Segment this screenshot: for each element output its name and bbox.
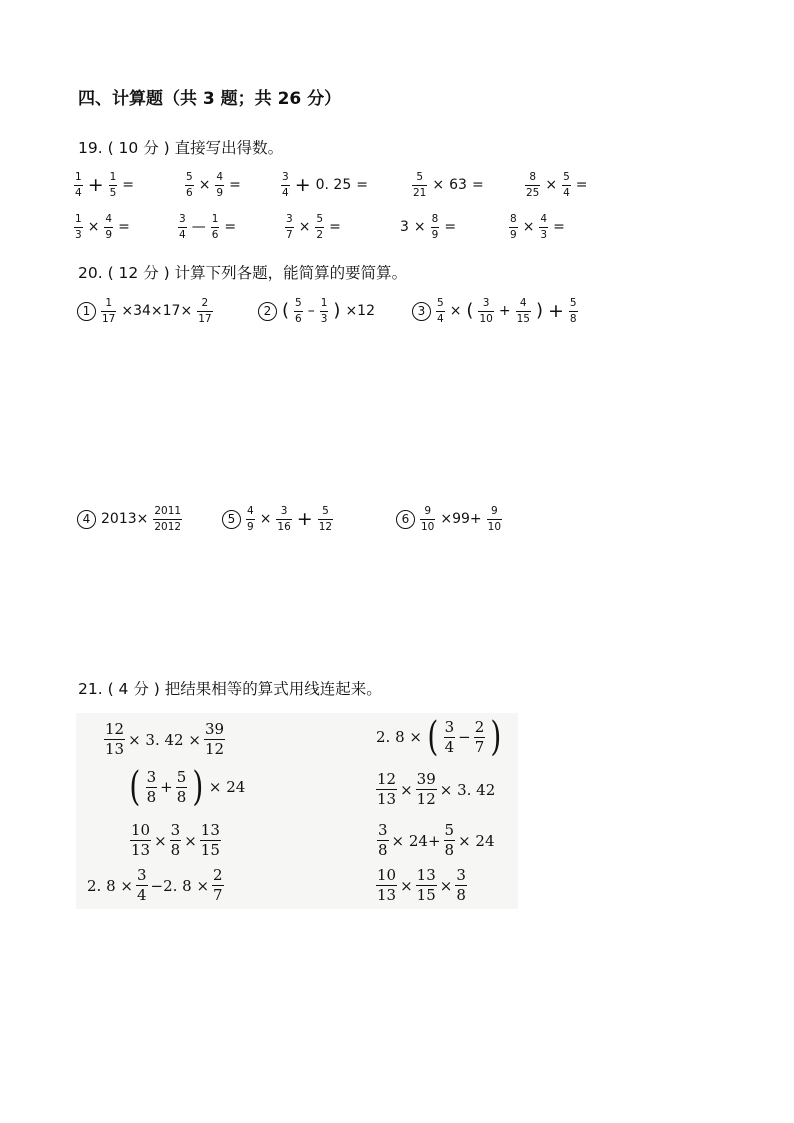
denominator: 8 (170, 841, 181, 859)
expression-text: × 3. 42 (439, 780, 496, 799)
denominator: 4 (179, 228, 186, 241)
fraction (146, 767, 158, 806)
denominator: 12 (318, 520, 333, 533)
q21-right-expr-1[interactable] (376, 714, 504, 760)
fraction (276, 506, 291, 532)
q19-row1-expr4 (412, 172, 484, 198)
fraction (525, 172, 540, 198)
q20-problem-1 (77, 298, 213, 324)
fraction-bar (185, 185, 194, 186)
fraction-bar (420, 519, 435, 520)
operator: × (87, 219, 100, 235)
fraction-bar (539, 227, 548, 228)
fraction (74, 214, 83, 240)
operator: × (298, 219, 311, 235)
denominator: 6 (211, 228, 219, 241)
denominator: 4 (282, 186, 289, 199)
fraction (455, 868, 467, 903)
equals-sign: = (575, 177, 588, 193)
operator: × (400, 876, 413, 895)
parenthesis: ) (490, 714, 502, 760)
expression-text: × 3. 42 × (128, 730, 201, 749)
denominator: 16 (277, 520, 291, 533)
denominator: 2 (316, 228, 324, 241)
operator: × (449, 303, 462, 319)
denominator: 25 (526, 186, 540, 199)
fraction (294, 298, 303, 324)
denominator: 21 (413, 186, 427, 199)
q19-row2-expr2 (178, 214, 236, 240)
denominator: 4 (444, 737, 455, 756)
numerator: 3 (378, 821, 388, 839)
equals-sign: = (118, 219, 130, 235)
fraction (431, 214, 440, 240)
numerator: 5 (316, 213, 324, 225)
denominator: 9 (431, 228, 439, 241)
numerator: 39 (416, 770, 436, 788)
fraction-bar (525, 185, 540, 186)
parenthesis: ( (129, 764, 141, 810)
numerator: 12 (105, 720, 125, 738)
numerator: 3 (146, 767, 157, 786)
numerator: 5 (569, 297, 577, 309)
q19-row1-expr5 (525, 172, 588, 198)
fraction (416, 772, 437, 807)
numerator: 3 (136, 866, 147, 884)
numerator: 8 (431, 213, 439, 225)
equals-sign: = (224, 219, 237, 235)
expression-text: ×12 (345, 303, 375, 319)
circled-number: 1 (77, 302, 96, 321)
denominator: 12 (416, 790, 436, 808)
fraction-bar (197, 311, 212, 312)
denominator: 9 (247, 520, 254, 533)
fraction-bar (412, 185, 427, 186)
numerator: 4 (216, 171, 224, 183)
operator: + (296, 507, 313, 530)
fraction-bar (318, 519, 333, 520)
fraction (104, 214, 113, 240)
numerator: 4 (105, 213, 113, 225)
parenthesis: ) (192, 764, 204, 810)
denominator: 8 (378, 841, 388, 859)
operator: × (154, 831, 167, 850)
q19-row1-expr3 (281, 172, 368, 198)
denominator: 7 (213, 886, 223, 904)
expression-text: × 24+ (391, 831, 441, 850)
fraction (197, 298, 212, 324)
q19-row2-expr5 (509, 214, 565, 240)
operator: × (439, 876, 453, 895)
numerator: 5 (416, 171, 424, 183)
fraction (246, 506, 255, 532)
denominator: 8 (146, 787, 157, 806)
circled-number: 3 (412, 302, 431, 321)
fraction-bar (153, 519, 182, 520)
fraction (176, 767, 188, 806)
q20-problem-2 (258, 298, 375, 324)
fraction (478, 298, 493, 324)
fraction-bar (431, 227, 440, 228)
parenthesis: ) (333, 300, 341, 321)
q19-row1-expr1 (74, 172, 134, 198)
expression-text: ×34×17× (121, 303, 193, 319)
fraction-bar (516, 311, 531, 312)
parenthesis: ) (535, 300, 543, 321)
fraction (420, 506, 435, 532)
numerator: 39 (204, 720, 225, 738)
operator: − (458, 728, 471, 746)
denominator: 13 (131, 841, 151, 859)
fraction (436, 298, 445, 324)
operator: + (160, 778, 173, 796)
numerator: 9 (491, 505, 498, 517)
numerator: 5 (437, 297, 444, 309)
operand: 3 (400, 219, 409, 235)
denominator: 13 (377, 886, 397, 904)
fraction (516, 298, 531, 324)
denominator: 7 (474, 737, 485, 756)
numerator: 3 (444, 717, 455, 736)
fraction (562, 172, 571, 198)
numerator: 8 (510, 213, 517, 225)
fraction (377, 823, 389, 858)
q21-left-expr-2[interactable] (127, 764, 246, 810)
fraction-bar (276, 519, 291, 520)
question-20-title: 20. ( 12 分 ) 计算下列各题，能简算的要简算。 (78, 264, 408, 282)
fraction-bar (101, 311, 116, 312)
q19-row2-expr4 (400, 214, 456, 240)
fraction-bar (74, 227, 83, 228)
operator: × (184, 831, 197, 850)
fraction-bar (562, 185, 571, 186)
denominator: 3 (75, 228, 82, 241)
operator: × (400, 780, 413, 799)
numerator: 1 (109, 171, 117, 183)
denominator: 3 (540, 228, 548, 241)
numerator: 3 (286, 213, 293, 225)
numerator: 5 (176, 767, 187, 786)
fraction (185, 172, 194, 198)
fraction-bar (285, 227, 294, 228)
numerator: 13 (416, 866, 436, 884)
fraction-bar (109, 185, 118, 186)
numerator: 3 (282, 171, 289, 183)
fraction (569, 298, 578, 324)
operator: + (87, 173, 104, 196)
fraction-bar (74, 185, 83, 186)
expression-text: 2. 8 × (376, 728, 422, 746)
operand: 63 (449, 177, 467, 193)
denominator: 8 (456, 886, 466, 904)
denominator: 9 (510, 228, 517, 241)
expression-text: ×99+ (440, 511, 482, 527)
parenthesis: ( (427, 714, 439, 760)
numerator: 1 (75, 213, 82, 225)
denominator: 8 (176, 787, 187, 806)
denominator: 6 (186, 186, 193, 199)
equals-sign: = (329, 219, 341, 235)
circled-number: 2 (258, 302, 277, 321)
denominator: 4 (437, 312, 444, 325)
fraction (178, 214, 187, 240)
q21-left-expr-3[interactable] (130, 823, 221, 858)
denominator: 9 (105, 228, 113, 241)
operator: × (198, 177, 211, 193)
fraction (153, 506, 182, 532)
numerator: 3 (170, 821, 181, 839)
denominator: 5 (109, 186, 117, 199)
operator: + (498, 303, 511, 319)
parenthesis: ( (282, 300, 290, 321)
numerator: 1 (75, 171, 82, 183)
q21-left-expr-4[interactable] (87, 868, 224, 903)
fraction (104, 722, 125, 757)
denominator: 8 (444, 841, 455, 859)
numerator: 1 (211, 213, 219, 225)
numerator: 2011 (154, 505, 182, 517)
fraction (212, 868, 224, 903)
q20-problem-4 (77, 506, 182, 532)
numerator: 4 (540, 213, 548, 225)
denominator: 15 (200, 841, 220, 859)
fraction (285, 214, 294, 240)
denominator: 17 (198, 312, 212, 325)
denominator: 4 (563, 186, 570, 199)
denominator: 13 (105, 740, 125, 758)
q21-left-expr-1[interactable] (104, 722, 225, 757)
operator: × (545, 177, 558, 193)
fraction (211, 214, 220, 240)
numerator: 10 (377, 866, 397, 884)
circled-number: 5 (222, 510, 241, 529)
numerator: 2 (201, 297, 209, 309)
operator: × (522, 219, 535, 235)
denominator: 6 (295, 312, 302, 325)
equals-sign: = (122, 177, 135, 193)
fraction (444, 717, 456, 756)
operator: × (432, 177, 445, 193)
expression-text: −2. 8 × (150, 876, 210, 895)
circled-number: 4 (77, 510, 96, 529)
operator: – (307, 303, 315, 319)
numerator: 2 (474, 717, 485, 736)
fraction-bar (478, 311, 493, 312)
fraction (215, 172, 224, 198)
fraction (130, 823, 151, 858)
numerator: 3 (482, 297, 490, 309)
numerator: 4 (247, 505, 254, 517)
fraction (101, 298, 116, 324)
numerator: 5 (563, 171, 570, 183)
q19-row2-expr3 (285, 214, 341, 240)
operator: + (294, 173, 311, 196)
section-title: 四、计算题（共 3 题；共 26 分） (78, 89, 342, 109)
numerator: 5 (186, 171, 193, 183)
denominator: 8 (569, 312, 577, 325)
fraction (376, 868, 397, 903)
fraction (416, 868, 437, 903)
denominator: 17 (102, 312, 116, 325)
denominator: 12 (204, 740, 225, 758)
expression-text: 2013× (101, 511, 149, 527)
fraction (281, 172, 290, 198)
fraction-bar (104, 227, 113, 228)
fraction-bar (281, 185, 290, 186)
fraction (74, 172, 83, 198)
denominator: 4 (75, 186, 82, 199)
fraction (320, 298, 329, 324)
denominator: 15 (516, 312, 530, 325)
fraction-bar (246, 519, 255, 520)
fraction (170, 823, 182, 858)
fraction-bar (436, 311, 445, 312)
numerator: 3 (179, 213, 186, 225)
fraction (509, 214, 518, 240)
numerator: 13 (200, 821, 220, 839)
fraction-bar (215, 185, 224, 186)
question-19-title: 19. ( 10 分 ) 直接写出得数。 (78, 139, 284, 157)
operator: × (413, 219, 426, 235)
numerator: 2 (213, 866, 223, 884)
denominator: 4 (136, 886, 147, 904)
operator: × (259, 511, 272, 527)
fraction (487, 506, 502, 532)
q21-right-expr-3[interactable] (377, 823, 495, 858)
numerator: 5 (295, 297, 302, 309)
numerator: 12 (377, 770, 397, 788)
denominator: 15 (416, 886, 436, 904)
question-21-title: 21. ( 4 分 ) 把结果相等的算式用线连起来。 (78, 680, 382, 698)
fraction-bar (178, 227, 187, 228)
equals-sign: = (229, 177, 241, 193)
equals-sign: = (471, 177, 484, 193)
operator: + (547, 299, 564, 322)
fraction (412, 172, 427, 198)
denominator: 2012 (154, 520, 182, 533)
fraction (315, 214, 324, 240)
numerator: 4 (519, 297, 527, 309)
numerator: 5 (322, 505, 329, 517)
equals-sign: = (553, 219, 565, 235)
numerator: 3 (280, 505, 288, 517)
fraction-bar (211, 227, 220, 228)
fraction-bar (487, 519, 502, 520)
numerator: 5 (444, 821, 455, 839)
denominator: 13 (377, 790, 397, 808)
q20-problem-5 (222, 506, 333, 532)
denominator: 10 (479, 312, 493, 325)
operator: — (191, 219, 206, 235)
equals-sign: = (444, 219, 457, 235)
denominator: 9 (216, 186, 224, 199)
fraction-bar (294, 311, 303, 312)
numerator: 8 (529, 171, 537, 183)
numerator: 9 (424, 505, 432, 517)
circled-number: 6 (396, 510, 415, 529)
fraction (376, 772, 397, 807)
denominator: 3 (320, 312, 328, 325)
fraction (109, 172, 118, 198)
numerator: 3 (456, 866, 466, 884)
q21-right-expr-4[interactable] (376, 868, 467, 903)
fraction (200, 823, 221, 858)
q20-problem-3 (412, 298, 578, 324)
q21-right-expr-2[interactable] (376, 772, 495, 807)
denominator: 7 (286, 228, 293, 241)
expression-text: × 24 (208, 778, 246, 796)
fraction (444, 823, 456, 858)
fraction-bar (315, 227, 324, 228)
expression-text: × 24 (458, 831, 495, 850)
fraction (136, 868, 148, 903)
q19-row1-expr2 (185, 172, 241, 198)
expression-text: 2. 8 × (87, 876, 133, 895)
q20-problem-6 (396, 506, 502, 532)
fraction-bar (509, 227, 518, 228)
fraction (539, 214, 548, 240)
equals-sign: = (356, 177, 368, 193)
fraction-bar (320, 311, 329, 312)
denominator: 10 (421, 520, 435, 533)
denominator: 10 (487, 520, 502, 533)
operand: 0. 25 (315, 177, 352, 193)
fraction-bar (569, 311, 578, 312)
numerator: 1 (105, 297, 113, 309)
fraction (318, 506, 333, 532)
fraction (474, 717, 486, 756)
fraction (204, 722, 225, 757)
numerator: 10 (131, 821, 151, 839)
numerator: 1 (320, 297, 328, 309)
parenthesis: ( (466, 300, 474, 321)
q19-row2-expr1 (74, 214, 130, 240)
